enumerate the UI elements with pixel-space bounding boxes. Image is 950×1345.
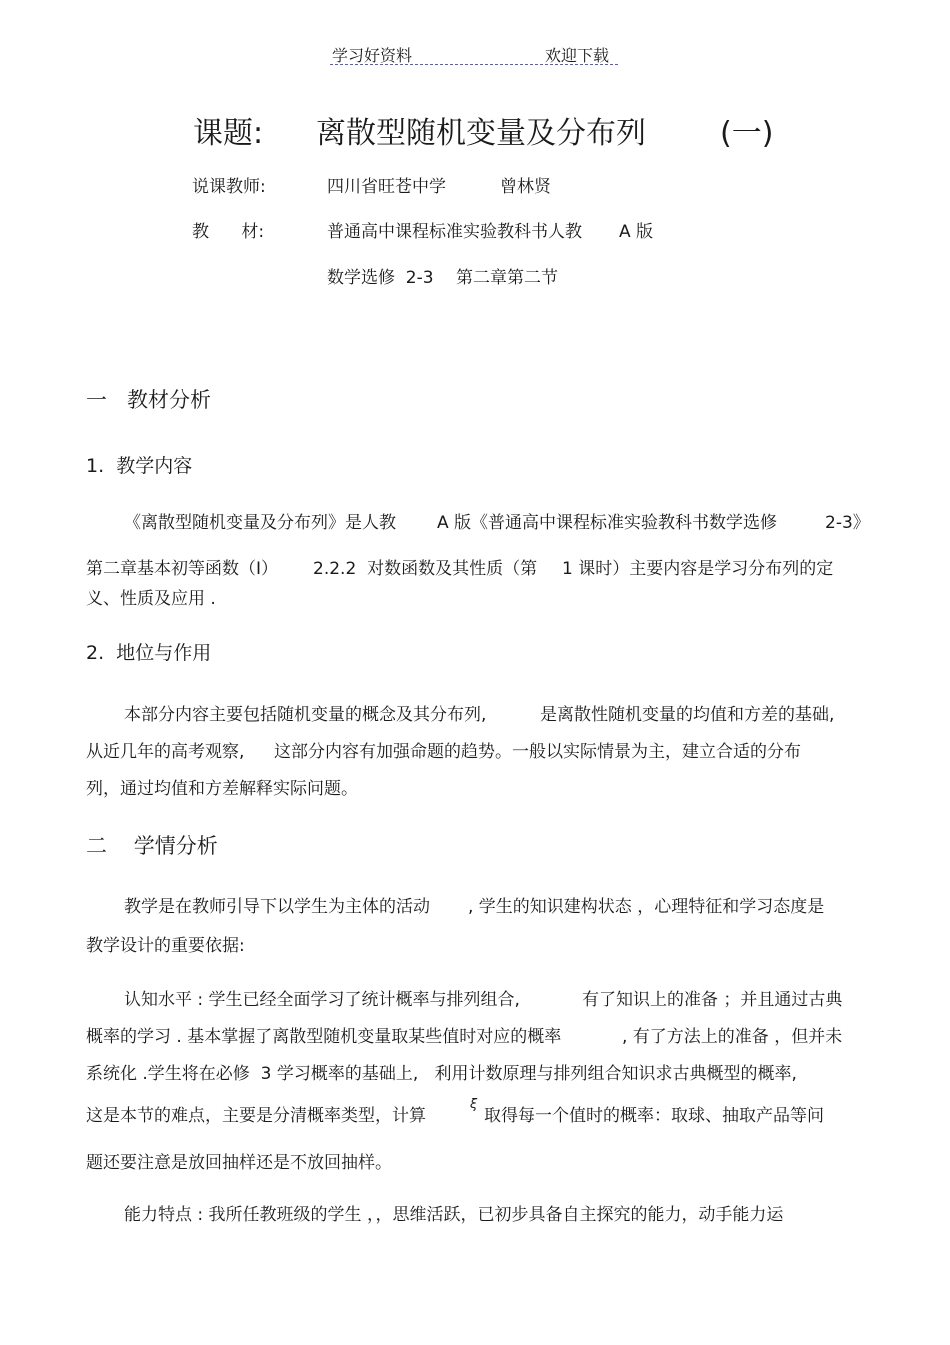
- school-name: 四川省旺苍中学: [327, 177, 446, 197]
- paragraph-line: 这部分内容有加强命题的趋势。一般以实际情景为主，建立合适的分布: [274, 742, 801, 762]
- paragraph-line: 系统化 .学生将在必修 3 学习概率的基础上, 利用计数原理与排列组合知识求古典概型的概率,: [86, 1064, 797, 1084]
- paragraph-line: 1 课时）主要内容是学习分布列的定: [562, 559, 834, 579]
- textbook-name: 普通高中课程标准实验教科书人教: [327, 222, 582, 242]
- paragraph-line: 取得每一个值时的概率：取球、抽取产品等问: [484, 1106, 824, 1126]
- header-left-text: 学习好资料: [332, 46, 413, 65]
- textbook-label: 教 材:: [192, 222, 265, 242]
- title-suffix: (一): [720, 116, 774, 151]
- book-name: 数学选修 2-3: [327, 268, 434, 288]
- teacher-name: 曾林贤: [500, 177, 551, 197]
- paragraph-line: , 有了方法上的准备 ，但并未: [622, 1027, 843, 1047]
- paragraph-line: 有了知识上的准备 ；并且通过古典: [582, 990, 843, 1010]
- section1-heading: 一 教材分析: [86, 388, 212, 412]
- paragraph-line: 2.2.2 对数函数及其性质（第: [313, 559, 538, 579]
- section1-sub2-heading: 2. 地位与作用: [86, 642, 212, 664]
- paragraph-line: , 学生的知识建构状态 ，心理特征和学习态度是: [468, 897, 825, 917]
- paragraph-line: 义、性质及应用 .: [86, 589, 216, 609]
- paragraph-line: 题还要注意是放回抽样还是不放回抽样。: [86, 1153, 392, 1173]
- paragraph-line: 《离散型随机变量及分布列》是人教: [124, 513, 396, 533]
- paragraph-line: 能力特点 : 我所任教班级的学生 ，，思维活跃，已初步具备自主探究的能力，动手能力运: [124, 1205, 784, 1225]
- paragraph-line: A 版《普通高中课程标准实验教科书数学选修: [437, 513, 778, 533]
- paragraph-line: 这是本节的难点，主要是分清概率类型，计算: [86, 1106, 426, 1126]
- header-dashed-rule: [330, 64, 618, 65]
- page-title: 离散型随机变量及分布列: [316, 116, 646, 151]
- paragraph-line: 是离散性随机变量的均值和方差的基础,: [540, 705, 835, 725]
- section1-sub1-heading: 1. 教学内容: [86, 455, 193, 477]
- chapter-name: 第二章第二节: [456, 268, 558, 288]
- paragraph-line: 认知水平 : 学生已经全面学习了统计概率与排列组合,: [124, 990, 520, 1010]
- paragraph-line: 2-3》: [825, 513, 870, 533]
- paragraph-line: 概率的学习 . 基本掌握了离散型随机变量取某些值时对应的概率: [86, 1027, 562, 1047]
- section2-heading: 二 学情分析: [86, 834, 218, 858]
- textbook-edition: A 版: [619, 222, 654, 242]
- paragraph-line: 列，通过均值和方差解释实际问题。: [86, 779, 358, 799]
- paragraph-line: 本部分内容主要包括随机变量的概念及其分布列,: [124, 705, 487, 725]
- header-right-text: 欢迎下载: [545, 46, 610, 65]
- paragraph-line: 第二章基本初等函数（Ⅰ）: [86, 559, 279, 579]
- title-label: 课题:: [193, 116, 264, 151]
- paragraph-line: 教学设计的重要依据:: [86, 936, 245, 956]
- paragraph-line: 从近几年的高考观察,: [86, 742, 245, 762]
- teacher-label: 说课教师:: [192, 177, 266, 197]
- paragraph-line: 教学是在教师引导下以学生为主体的活动: [124, 897, 430, 917]
- xi-symbol: ξ: [470, 1097, 478, 1112]
